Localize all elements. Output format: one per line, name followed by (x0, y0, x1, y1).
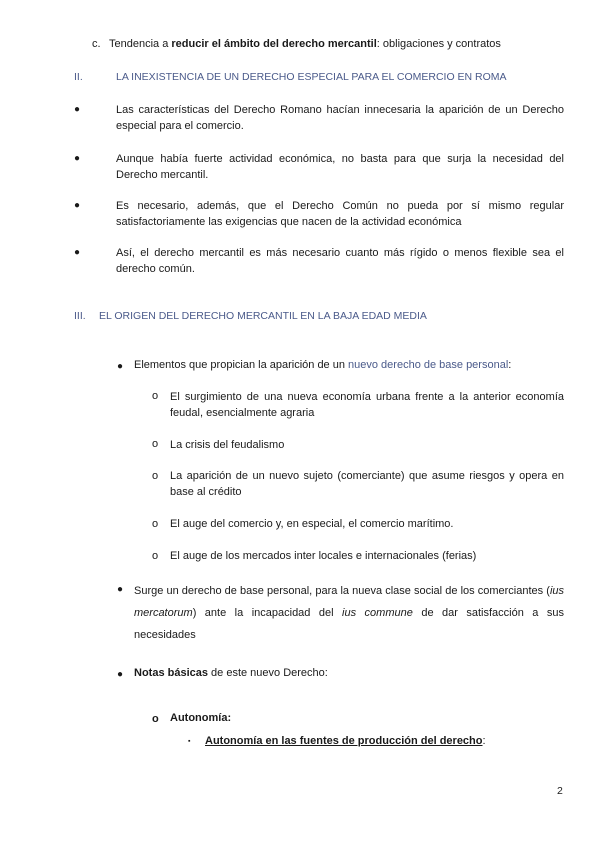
sub-marker: o (152, 713, 159, 725)
bullet-dot: ● (117, 584, 124, 595)
sub-marker: o (152, 518, 159, 530)
item-c-bold: reducir el ámbito del derecho mercantil (171, 38, 377, 50)
sub-item-3: La aparición de un nuevo sujeto (comerciante) que asume riesgos y opera en base al crédito (170, 470, 564, 498)
bullet-1-pre: Elementos que propician la aparición de un (134, 359, 349, 371)
autonomia-sub-post: : (482, 735, 486, 747)
item-c-post: : obligaciones y contratos (376, 38, 501, 50)
autonomia-sub (205, 735, 486, 747)
section-2-bullet-4: Así, el derecho mercantil es más necesario cuanto más rígido o menos flexible sea el derecho común. (116, 247, 564, 275)
section-3-bullet-1 (134, 359, 511, 371)
item-c-text (109, 38, 501, 50)
bullet-2-part-a: Surge un derecho de base personal, para la nueva clase social de los comerciantes ( (134, 585, 550, 597)
sub-item-2: La crisis del feudalismo (170, 439, 285, 451)
bullet-2-italic-1: ius mercatorum (134, 585, 564, 619)
sub-item-1: El surgimiento de una nueva economía urbana frente a la anterior economía feudal, esencialmente agraria (170, 391, 564, 419)
section-3-number: III. (74, 310, 86, 322)
sub-item-4: El auge del comercio y, en especial, el comercio marítimo. (170, 518, 454, 530)
section-3-title: EL ORIGEN DEL DERECHO MERCANTIL EN LA BAJA EDAD MEDIA (99, 310, 427, 322)
bullet-dot: ● (74, 104, 81, 115)
list-letter: c. (92, 38, 101, 50)
bullet-dot: ● (74, 153, 81, 164)
bullet-2-part-c: de dar satisfacción a sus necesidades (134, 607, 565, 641)
bullet-1-highlight: nuevo derecho de base personal (348, 359, 509, 371)
bullet-2-italic-2: ius commune (342, 607, 413, 619)
section-3-bullet-2 (134, 580, 564, 646)
item-c-pre: Tendencia a (109, 38, 172, 50)
bullet-3-bold: Notas básicas (134, 667, 208, 679)
page-number: 2 (557, 785, 563, 797)
sub-marker: o (152, 550, 159, 562)
sub-marker: o (152, 470, 159, 482)
section-2-number: II. (74, 71, 83, 83)
bullet-dot: ● (117, 361, 124, 372)
bullet-2-part-b: ) ante la incapacidad del (192, 607, 343, 619)
autonomia-label: Autonomía: (170, 712, 232, 724)
section-3-bullet-3 (134, 667, 328, 679)
section-2-bullet-2: Aunque había fuerte actividad económica, no basta para que surja la necesidad del Derecho mercantil. (116, 153, 564, 181)
sub-marker: o (152, 390, 159, 402)
sub-item-5: El auge de los mercados inter locales e internacionales (ferias) (170, 550, 477, 562)
bullet-dot: ● (74, 200, 81, 211)
sub-marker: o (152, 438, 159, 450)
bullet-3-post: de este nuevo Derecho: (207, 667, 328, 679)
section-2-bullet-1: Las características del Derecho Romano hacían innecesaria la aparición de un Derecho especial para el comercio. (116, 104, 564, 132)
square-marker: ▪ (188, 738, 191, 745)
bullet-dot: ● (74, 247, 81, 258)
autonomia-sub-text: Autonomía en las fuentes de producción del derecho (205, 735, 483, 747)
section-2-title: LA INEXISTENCIA DE UN DERECHO ESPECIAL PARA EL COMERCIO EN ROMA (116, 71, 507, 83)
bullet-dot: ● (117, 669, 124, 680)
section-2-bullet-3: Es necesario, además, que el Derecho Común no pueda por sí mismo regular satisfactoriamente las exigencias que nacen de la actividad económica (116, 200, 564, 228)
bullet-1-post: : (508, 359, 512, 371)
